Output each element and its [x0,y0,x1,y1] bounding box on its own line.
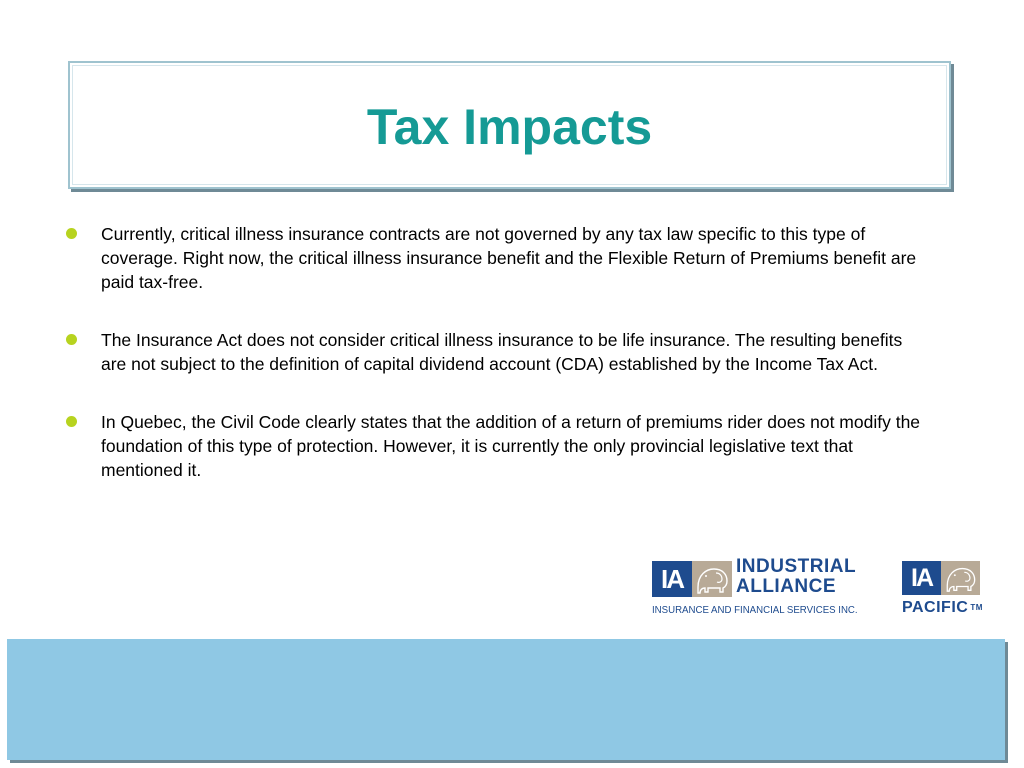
ia-mark [652,561,732,597]
slide-title: Tax Impacts [366,99,653,155]
industrial-alliance-logo [652,557,872,619]
pacific-name-text: PACIFIC [902,599,969,616]
bullet-dot-icon [66,416,77,427]
pacific-ia-letters: IA [902,561,941,595]
bullet-dot-icon [66,334,77,345]
footer-band [7,639,1005,760]
ia-letters: IA [652,561,692,597]
pacific-mark [902,561,980,595]
bullet-item [66,410,926,482]
bullet-item [66,328,926,376]
trademark-mark: TM [970,603,983,612]
title-box [68,61,951,189]
elephant-icon [692,561,732,597]
bullet-text: Currently, critical illness insurance contracts are not governed by any tax law specific to this type of coverage. Right now, the critical illness insurance benefit and the Flexible Return of Premiums benefit are paid tax-free. [101,224,917,292]
ia-name-line1: INDUSTRIAL [736,556,857,577]
ia-name-line2: ALLIANCE [736,576,837,597]
ia-company-name [736,557,856,597]
bullet-dot-icon [66,228,77,239]
ia-subtitle: INSURANCE AND FINANCIAL SERVICES INC. [652,604,858,616]
bullet-item [66,222,926,294]
ia-pacific-logo [902,561,1002,621]
bullet-list [66,222,926,516]
elephant-icon [941,561,980,595]
bullet-text: In Quebec, the Civil Code clearly states that the addition of a return of premiums rider does not modify the foundation of this type of protection. However, it is currently the only provincial legislative text that mentioned it. [101,412,921,480]
pacific-name [902,599,983,617]
bullet-text: The Insurance Act does not consider critical illness insurance to be life insurance. The resulting benefits are not subject to the definition of capital dividend account (CDA) established by the Income Tax Act. [101,330,903,374]
